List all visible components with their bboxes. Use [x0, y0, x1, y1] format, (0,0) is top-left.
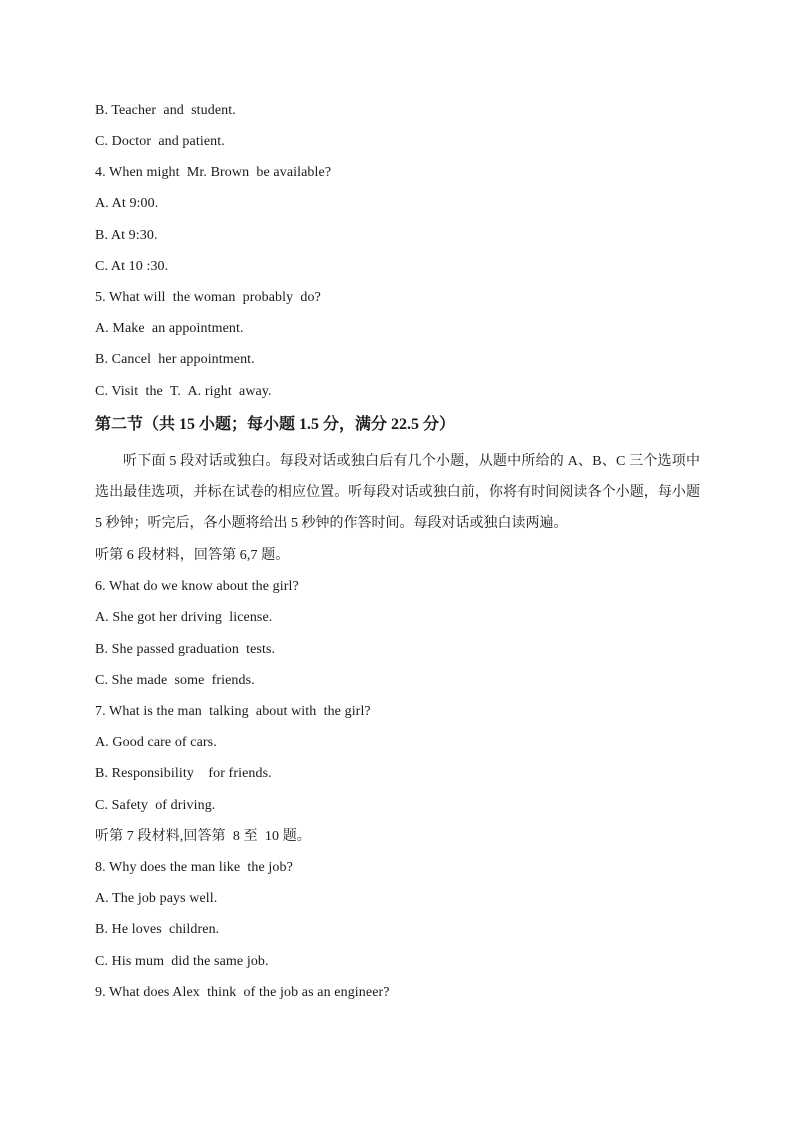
option-7c: C. Safety of driving. — [95, 798, 216, 813]
option-4a: A. At 9:00. — [95, 196, 159, 211]
option-3c: C. Doctor and patient. — [95, 134, 225, 149]
section-heading: 第二节（共 15 小题；每小题 1.5 分，满分 22.5 分） — [95, 416, 456, 433]
option-6a: A. She got her driving license. — [95, 610, 273, 625]
question-7: 7. What is the man talking about with the girl? — [95, 704, 371, 719]
option-4c: C. At 10 :30. — [95, 259, 169, 274]
option-6c: C. She made some friends. — [95, 673, 255, 688]
question-9: 9. What does Alex think of the job as an engineer? — [95, 985, 390, 1000]
option-5a: A. Make an appointment. — [95, 321, 244, 336]
question-4: 4. When might Mr. Brown be available? — [95, 165, 332, 180]
instructions-paragraph: 听下面 5 段对话或独白。每段对话或独白后有几个小题，从题中所给的 A、B、C 三个选项中选出最佳选项，并标在试卷的相应位置。听每段对话或独白前，你将有时间阅读各个小题，每小题 5 秒钟；听完后，各小题将给出 5 秒钟的作答时间。每段对话或独白读两遍。 — [95, 454, 700, 531]
question-6: 6. What do we know about the girl? — [95, 579, 299, 594]
option-3b: B. Teacher and student. — [95, 103, 236, 118]
option-8b: B. He loves children. — [95, 922, 220, 937]
question-8: 8. Why does the man like the job? — [95, 860, 293, 875]
section-6-intro: 听第 6 段材料，回答第 6,7 题。 — [95, 548, 290, 563]
option-7b: B. Responsibility for friends. — [95, 766, 272, 781]
option-8a: A. The job pays well. — [95, 891, 218, 906]
option-4b: B. At 9:30. — [95, 228, 158, 243]
option-5b: B. Cancel her appointment. — [95, 352, 255, 367]
option-6b: B. She passed graduation tests. — [95, 642, 276, 657]
option-8c: C. His mum did the same job. — [95, 954, 269, 969]
section-7-intro: 听第 7 段材料,回答第 8 至 10 题。 — [95, 829, 311, 844]
option-7a: A. Good care of cars. — [95, 735, 217, 750]
option-5c: C. Visit the T. A. right away. — [95, 384, 272, 399]
question-5: 5. What will the woman probably do? — [95, 290, 321, 305]
